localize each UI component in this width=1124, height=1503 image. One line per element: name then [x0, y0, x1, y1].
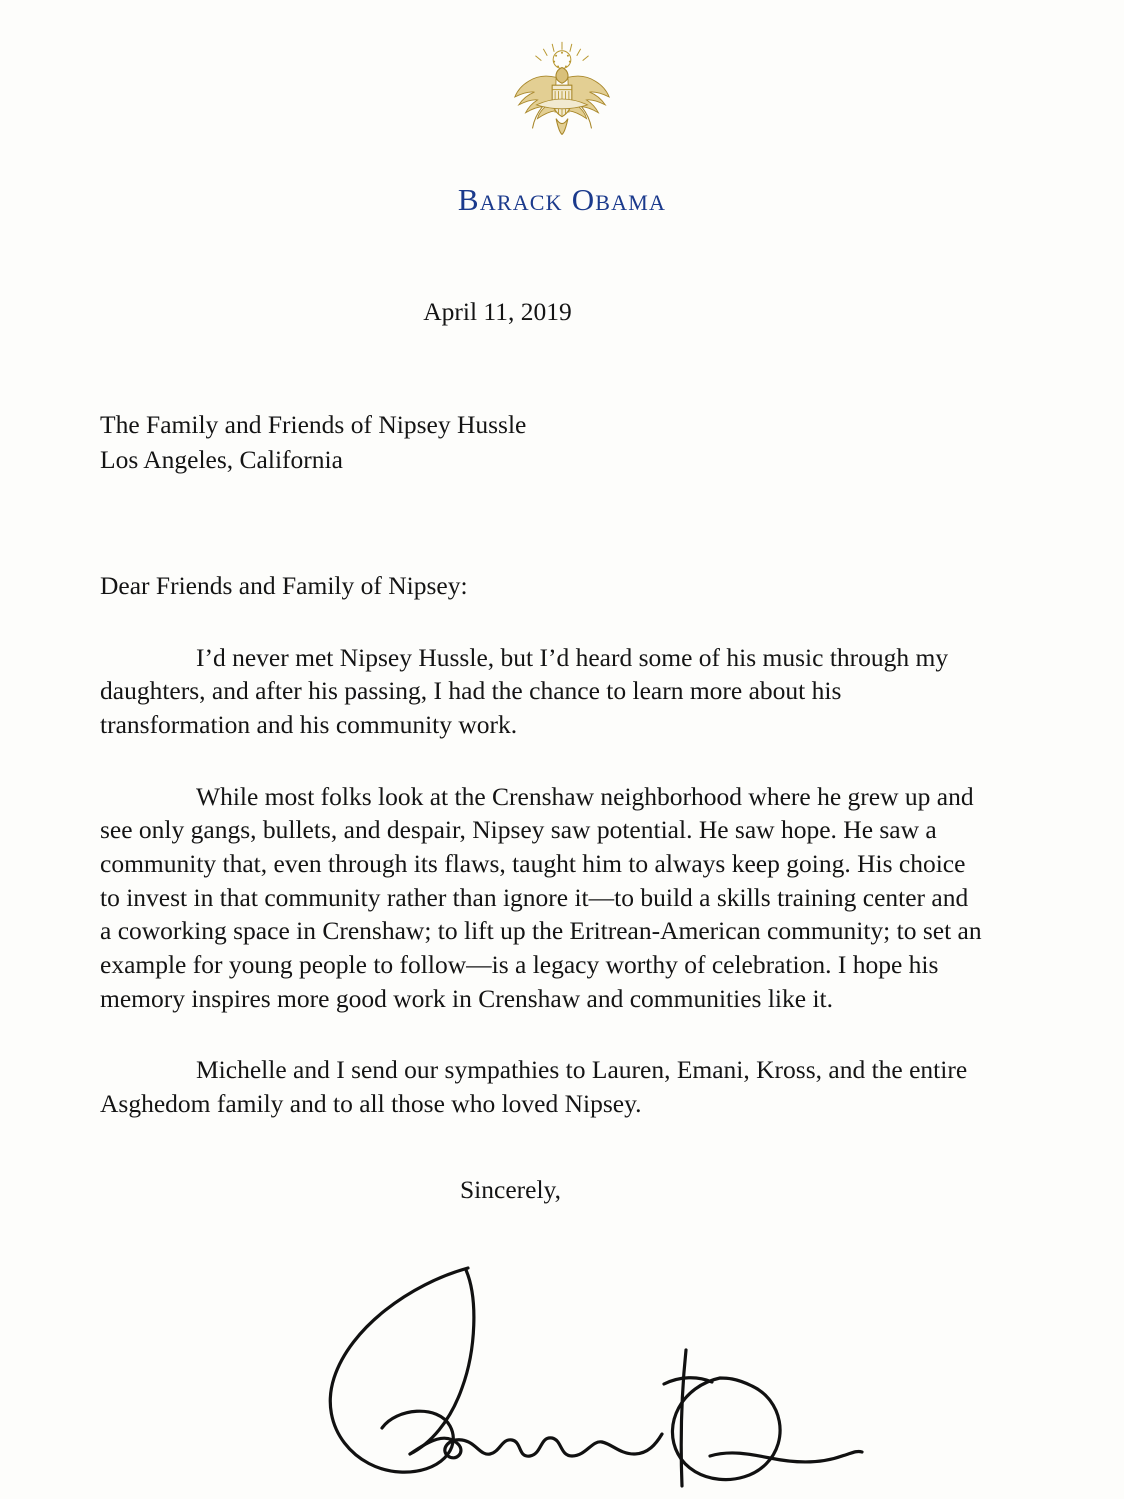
letter-content	[100, 295, 985, 1206]
addressee-line-1: The Family and Friends of Nipsey Hussle	[100, 409, 527, 439]
letter-date: April 11, 2019	[423, 297, 572, 326]
addressee-block	[100, 407, 985, 477]
handwritten-signature-icon	[290, 1258, 890, 1503]
closing-salutation: Sincerely,	[460, 1174, 562, 1204]
letter-paragraph-2: While most folks look at the Crenshaw neighborhood where he grew up and see only gangs, bullets, and despair, Nipsey saw potential. He saw hope. He saw a community that, even through its flaws, taught him to always keep going. His choice to invest in that community rather than ignore it—to build a skills training center and a coworking space in Crenshaw; to lift up the Eritrean-American community; to set an example for young people to follow—is a legacy worthy of celebration. I hope his memory inspires more good work in Crenshaw and communities like it.	[100, 781, 982, 1013]
letter-paragraph-1: I’d never met Nipsey Hussle, but I’d heard some of his music through my daughters, and after his passing, I had the chance to learn more about his transformation and his community work.	[100, 642, 949, 739]
addressee-line-2: Los Angeles, California	[100, 444, 343, 474]
letter-paragraph-3: Michelle and I send our sympathies to Lauren, Emani, Kross, and the entire Asghedom family and to all those who loved Nipsey.	[100, 1055, 968, 1118]
page-title: Barack Obama	[457, 182, 667, 217]
letterhead-seal-container	[0, 38, 1124, 156]
presidential-eagle-seal-icon	[503, 38, 621, 156]
salutation: Dear Friends and Family of Nipsey:	[100, 571, 468, 601]
